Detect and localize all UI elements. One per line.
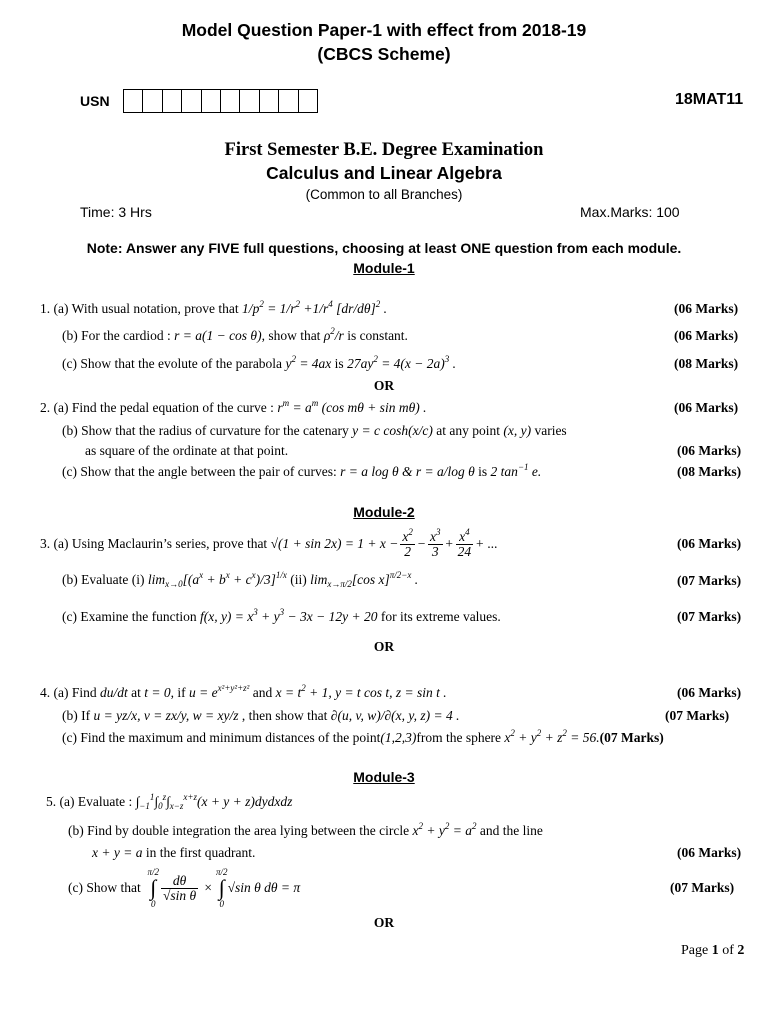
math-expression: u = yz/x, v = zx/y, w = xy/z xyxy=(93,708,242,723)
math-expression: √sin θ dθ = π xyxy=(227,880,301,895)
math-expression: √(1 + sin 2x) = 1 + x − xyxy=(270,536,399,551)
math-expression: $x^2 + y^2 = a^2$ xyxy=(412,821,477,838)
page-number: Page 1 of 2 xyxy=(681,943,745,958)
usn-cell xyxy=(221,89,240,113)
common-note: (Common to all Branches) xyxy=(305,187,463,202)
math-expression: r = a(1 − cos θ) xyxy=(174,328,262,343)
module-1-heading: Module-1 xyxy=(353,260,415,276)
question-text: (a) Find the pedal equation of the curve : xyxy=(53,400,274,415)
question-5b-line2 xyxy=(92,845,255,861)
usn-label: USN xyxy=(80,93,110,109)
usn-cell xyxy=(279,89,298,113)
question-text: and the line xyxy=(479,823,543,838)
math-expression: du/dt xyxy=(100,685,132,700)
math-expression: $\lim_{x\to\pi/2}[\cos$ x]$^{\pi/2-x}$ . xyxy=(310,570,419,589)
question-4a xyxy=(40,685,447,701)
question-text: at any point xyxy=(436,423,500,438)
question-2b-line2: as square of the ordinate at that point. xyxy=(85,443,289,458)
question-text: , then show that xyxy=(241,708,328,723)
question-3c xyxy=(62,609,501,625)
question-text: (c) Show that xyxy=(68,880,141,895)
marks-2a: (06 Marks) xyxy=(674,400,739,415)
marks-4c: (07 Marks) xyxy=(599,730,664,745)
question-4b xyxy=(62,708,459,724)
math-expression: $x^2 + y^2 + z^2 = 56$. xyxy=(504,728,600,745)
math-expression: $x = t^2 + 1$, y = t cos t, z = sin t . xyxy=(275,683,447,700)
usn-cell xyxy=(182,89,201,113)
math-expression: t = 0 xyxy=(144,685,171,700)
usn-cell xyxy=(202,89,221,113)
math-expression: r = a log θ & r = a/log θ xyxy=(340,464,479,479)
marks-1c: (08 Marks) xyxy=(674,356,739,371)
question-number: 5. xyxy=(46,794,57,809)
math-expression: $y^2 = 4ax$ xyxy=(285,354,335,371)
question-text: for its extreme values. xyxy=(380,609,501,624)
marks-3c: (07 Marks) xyxy=(677,609,742,624)
question-text: (b) For the cardiod : xyxy=(62,328,171,343)
usn-cell xyxy=(123,89,143,113)
integral-sign: π/2 ∫ 0 xyxy=(147,867,159,909)
question-1b xyxy=(62,328,408,344)
fraction: $\frac{x^3}{3}$ xyxy=(430,526,441,559)
module-3-heading: Module-3 xyxy=(353,769,415,785)
math-expression: (1,2,3) xyxy=(380,730,417,745)
math-expression: $1/p^2 = 1/r^2 +1/r^4$ $[dr/d\theta]^2$ . xyxy=(242,299,388,316)
question-5a xyxy=(46,794,292,810)
question-text: (a) Using Maclaurin’s series, prove that xyxy=(53,536,268,551)
question-text: is constant. xyxy=(347,328,408,343)
question-text: (b) Find by double integration the area lying between the circle xyxy=(68,823,410,838)
question-text: (a) With usual notation, prove that xyxy=(53,301,239,316)
usn-cell xyxy=(163,89,182,113)
question-text: from the sphere xyxy=(416,730,502,745)
marks-3a: (06 Marks) xyxy=(677,536,742,551)
marks-3b: (07 Marks) xyxy=(677,573,742,588)
question-1a xyxy=(40,301,387,317)
question-number: 3. xyxy=(40,536,51,551)
scheme-title: (CBCS Scheme) xyxy=(317,44,451,64)
question-text: (b) If xyxy=(62,708,91,723)
marks-5c: (07 Marks) xyxy=(670,880,735,895)
math-expression: $27ay^2 = 4(x - 2a)^3$ . xyxy=(347,354,457,371)
math-expression: $\lim_{x\to 0}[(a^x + b^x + c^x)/3]^{1/x}$ xyxy=(147,570,287,589)
or-separator: OR xyxy=(373,378,395,393)
marks-5b: (06 Marks) xyxy=(677,845,742,860)
question-text: (c) Examine the function xyxy=(62,609,197,624)
math-expression: $u = e^{x^2+y^2+z^2}$ xyxy=(189,683,250,700)
marks-1a: (06 Marks) xyxy=(674,301,739,316)
math-expression: 2 $\tan^{-1} e$. xyxy=(490,462,542,479)
usn-cell xyxy=(143,89,162,113)
question-text: is xyxy=(334,356,344,371)
question-3a: 3. (a) Using Maclaurin’s series, prove that √(1 + sin 2x) = 1 + x − $\frac{x^2}{2}$ − $\frac{x^3}{3}$ + $\frac{x^4}{24}$ + ... xyxy=(40,526,498,559)
question-text: (c) Show that the angle between the pair of curves: xyxy=(62,464,337,479)
usn-cell xyxy=(260,89,279,113)
usn-boxes xyxy=(123,89,318,113)
fraction: $\frac{x^4}{24}$ xyxy=(457,526,472,559)
question-text: (c) Find the maximum and minimum distances of the point xyxy=(62,730,381,745)
or-separator: OR xyxy=(373,639,395,654)
question-text: (c) Show that the evolute of the parabola xyxy=(62,356,283,371)
fraction: $\frac{d\theta}{\text{√sin θ}}$ xyxy=(163,872,197,903)
question-text: and xyxy=(252,685,273,700)
marks-4b: (07 Marks) xyxy=(665,708,730,723)
question-text: (b) Evaluate (i) xyxy=(62,572,145,587)
max-marks: Max.Marks: 100 xyxy=(580,204,680,220)
course-code: 18MAT11 xyxy=(675,91,744,108)
question-text: , if xyxy=(170,685,186,700)
math-expression: (x, y) xyxy=(503,423,535,438)
math-expression: $r^m = a^m$ (cos mθ + sin mθ) . xyxy=(277,398,427,415)
marks-2b: (06 Marks) xyxy=(677,443,742,458)
question-5c: (c) Show that π/2 ∫ 0 $\frac{d\theta}{\text{√sin θ}}$ × π/2 ∫ 0 √sin θ dθ = π xyxy=(68,867,301,909)
fraction: $\frac{x^2}{2}$ xyxy=(402,526,413,559)
question-number: 1. xyxy=(40,301,51,316)
marks-1b: (06 Marks) xyxy=(674,328,739,343)
exam-time: Time: 3 Hrs xyxy=(80,204,152,220)
module-2-heading: Module-2 xyxy=(353,504,415,520)
math-expression: f(x, $y) = x^3 + y^3 - 3x - 12y + 20$ xyxy=(199,607,381,624)
math-expression: $\int_{-1}^1\int_0^z\int_{x-z}^{x+z}(x + y$ + z)dydxdz xyxy=(135,792,293,811)
subject-title: Calculus and Linear Algebra xyxy=(266,163,502,183)
paper-title: Model Question Paper-1 with effect from 2018-19 xyxy=(181,20,587,40)
or-separator: OR xyxy=(373,915,395,930)
question-5b xyxy=(68,823,543,839)
question-text: in the first quadrant. xyxy=(145,845,256,860)
question-text: (b) Show that the radius of curvature for the catenary xyxy=(62,423,349,438)
math-expression: ∂(u, v, w)/∂(x, y, z) = 4 . xyxy=(330,708,460,723)
question-text: is xyxy=(478,464,488,479)
question-number: 4. xyxy=(40,685,51,700)
question-2a xyxy=(40,400,426,416)
question-number: 2. xyxy=(40,400,51,415)
marks-4a: (06 Marks) xyxy=(677,685,742,700)
integral-sign: π/2 ∫ 0 xyxy=(216,867,228,909)
question-text: at xyxy=(131,685,141,700)
math-expression: x + y = a xyxy=(92,845,146,860)
instructions-note: Note: Answer any FIVE full questions, choosing at least ONE question from each module. xyxy=(86,240,682,256)
math-expression: y = c cosh(x/c) xyxy=(352,423,437,438)
question-text: (a) Evaluate : xyxy=(59,794,133,809)
question-2b xyxy=(62,423,567,439)
math-expression: $\rho^2/r$ xyxy=(323,326,348,343)
usn-cell xyxy=(299,89,318,113)
question-text: (a) Find xyxy=(53,685,97,700)
question-1c xyxy=(62,356,456,372)
exam-title: First Semester B.E. Degree Examination xyxy=(224,140,544,160)
question-4c xyxy=(62,730,664,746)
question-2c xyxy=(62,464,541,480)
question-text: varies xyxy=(534,423,567,438)
question-3b xyxy=(62,572,418,588)
question-text: , show that xyxy=(261,328,321,343)
marks-2c: (08 Marks) xyxy=(677,464,742,479)
question-text: (ii) xyxy=(290,572,307,587)
usn-cell xyxy=(240,89,259,113)
